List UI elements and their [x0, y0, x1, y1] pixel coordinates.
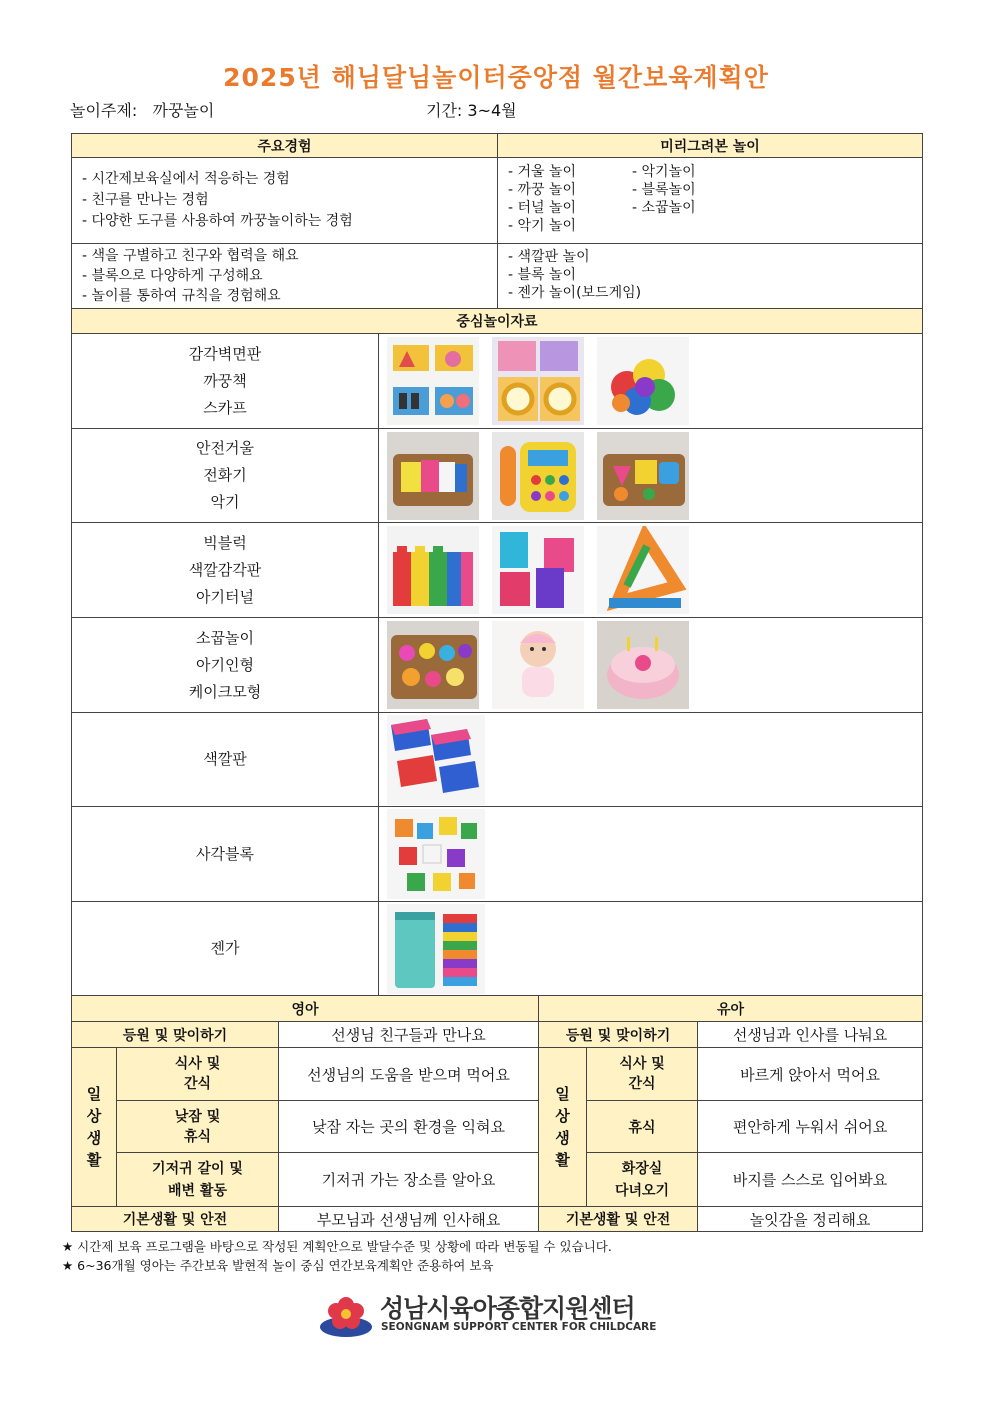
play-item: - 거울 놀이 [508, 164, 577, 180]
experience-item: - 블록으로 다양하게 구성해요 [82, 268, 263, 284]
plan-table [71, 133, 923, 996]
experience-header: 주요경험 [72, 134, 498, 158]
material-row [72, 334, 923, 429]
rest-label-toddler: 휴식 [587, 1101, 698, 1153]
toy-phone-photo [492, 432, 584, 520]
baby-doll-photo [492, 621, 584, 709]
material-name: 안전거울 [196, 439, 254, 457]
material-name: 까꿍책 [203, 371, 247, 390]
basic-infant-value: 부모님과 선생님께 인사해요 [279, 1207, 539, 1232]
arrival-label-toddler: 등원 및 맞이하기 [539, 1022, 698, 1048]
big-block-photo [387, 526, 479, 614]
period-value: 3~4월 [467, 101, 517, 120]
material-name: 젠가 [210, 939, 240, 957]
preview-cell-2 [498, 244, 923, 309]
preview-header: 미리그려본 놀이 [498, 134, 923, 158]
material-name: 색깔감각판 [188, 560, 262, 579]
material-name: 사각블록 [196, 844, 254, 863]
experience-cell-2 [72, 244, 498, 309]
meal-label-toddler: 식사 및 간식 [587, 1048, 698, 1101]
meal-infant-value: 선생님의 도움을 받으며 먹어요 [279, 1048, 539, 1101]
jenga-photo [387, 904, 485, 994]
material-name: 아기터널 [196, 587, 254, 606]
page-title: 2025년 해님달님놀이터중앙점 월간보육계획안 [223, 63, 769, 92]
material-name: 아기인형 [196, 655, 254, 674]
material-photos [379, 429, 923, 523]
material-name: 감각벽면판 [188, 344, 262, 363]
material-photos [379, 523, 923, 618]
material-names [72, 618, 379, 713]
theme-value: 까꿍놀이 [152, 101, 215, 120]
scarf-photo [597, 337, 689, 425]
footnote: ★ 시간제 보육 프로그램을 바탕으로 작성된 계획안으로 발달수준 및 상황에 따라 변동될 수 있습니다. [62, 1239, 612, 1254]
meal-label-infant: 식사 및 간식 [117, 1048, 279, 1101]
period-label: 기간: [426, 101, 463, 120]
material-photos [379, 334, 923, 429]
daily-life-table [71, 995, 923, 1232]
material-name: 색깔판 [203, 750, 247, 768]
experience-item: - 놀이를 통하여 규칙을 경험해요 [82, 288, 281, 304]
material-photos [379, 713, 923, 807]
diaper-label-infant: 기저귀 갈이 및 배변 활동 [117, 1153, 279, 1207]
material-names [72, 334, 379, 429]
material-names [72, 429, 379, 523]
materials-header: 중심놀이자료 [72, 309, 923, 334]
logo-name-en: SEONGNAM SUPPORT CENTER FOR CHILDCARE [381, 1321, 657, 1333]
theme-label: 놀이주제: [70, 101, 138, 120]
play-item: - 까꿍 놀이 [508, 182, 577, 198]
play-item: - 젠가 놀이(보드게임) [508, 285, 642, 301]
material-row [72, 902, 923, 996]
material-name: 전화기 [203, 466, 247, 484]
play-item: - 블록놀이 [632, 182, 696, 198]
logo-name-ko: 성남시육아종합지원센터 [380, 1294, 635, 1323]
toilet-label-toddler: 화장실 다녀오기 [587, 1153, 698, 1207]
experience-item: - 시간제보육실에서 적응하는 경험 [82, 171, 290, 187]
period-line [426, 98, 517, 121]
arrival-toddler-value: 선생님과 인사를 나눠요 [698, 1022, 923, 1048]
material-names [72, 807, 379, 902]
meal-toddler-value: 바르게 앉아서 먹어요 [698, 1048, 923, 1101]
toddler-header: 유아 [539, 996, 923, 1022]
flower-emblem-icon [318, 1287, 374, 1339]
material-photos [379, 618, 923, 713]
material-names [72, 713, 379, 807]
safety-mirror-photo [387, 432, 479, 520]
color-panel-photo [492, 526, 584, 614]
experience-cell-1 [72, 158, 498, 244]
play-item: - 색깔판 놀이 [508, 249, 590, 265]
material-names [72, 523, 379, 618]
play-item: - 소꿉놀이 [632, 200, 696, 216]
material-photos [379, 807, 923, 902]
rest-toddler-value: 편안하게 누워서 쉬어요 [698, 1101, 923, 1153]
baby-tunnel-photo [597, 526, 689, 614]
arrival-infant-value: 선생님 친구들과 만나요 [279, 1022, 539, 1048]
material-names [72, 902, 379, 996]
play-item: - 터널 놀이 [508, 200, 577, 216]
diaper-infant-value: 기저귀 가는 장소를 알아요 [279, 1153, 539, 1207]
material-name: 스카프 [203, 398, 247, 417]
center-logo [318, 1287, 678, 1343]
daily-life-vertical-label-toddler: 일 상 생 활 [539, 1048, 587, 1207]
instrument-photo [597, 432, 689, 520]
basic-label-infant: 기본생활 및 안전 [72, 1207, 279, 1232]
play-item: - 악기 놀이 [508, 218, 577, 234]
cake-model-photo [597, 621, 689, 709]
nap-infant-value: 낮잠 자는 곳의 환경을 익혀요 [279, 1101, 539, 1153]
material-row [72, 713, 923, 807]
color-board-photo [387, 715, 485, 805]
play-kitchen-photo [387, 621, 479, 709]
material-name: 소꿉놀이 [196, 628, 254, 647]
arrival-label-infant: 등원 및 맞이하기 [72, 1022, 279, 1048]
material-row [72, 523, 923, 618]
infant-header: 영아 [72, 996, 539, 1022]
material-photos [379, 902, 923, 996]
experience-item: - 친구를 만나는 경험 [82, 192, 209, 208]
play-item: - 악기놀이 [632, 164, 696, 180]
preview-cell-1 [498, 158, 923, 244]
material-name: 악기 [210, 493, 240, 511]
experience-item: - 다양한 도구를 사용하여 까꿍놀이하는 경험 [82, 213, 353, 229]
material-name: 케이크모형 [188, 682, 262, 701]
peekaboo-book-photo [492, 337, 584, 425]
basic-toddler-value: 놀잇감을 정리해요 [698, 1207, 923, 1232]
toilet-toddler-value: 바지를 스스로 입어봐요 [698, 1153, 923, 1207]
experience-item: - 색을 구별하고 친구와 협력을 해요 [82, 248, 299, 264]
daily-life-vertical-label-infant: 일 상 생 활 [72, 1048, 117, 1207]
square-block-photo [387, 809, 485, 899]
material-row [72, 807, 923, 902]
sensory-panel-photo [387, 337, 479, 425]
nap-label-infant: 낮잠 및 휴식 [117, 1101, 279, 1153]
material-row [72, 429, 923, 523]
footnote: ★ 6~36개월 영아는 주간보육 발현적 놀이 중심 연간보육계획안 준용하여 보육 [62, 1258, 494, 1273]
basic-label-toddler: 기본생활 및 안전 [539, 1207, 698, 1232]
material-row [72, 618, 923, 713]
play-item: - 블록 놀이 [508, 267, 577, 283]
material-name: 빅블럭 [203, 533, 247, 552]
theme-line [70, 98, 214, 121]
